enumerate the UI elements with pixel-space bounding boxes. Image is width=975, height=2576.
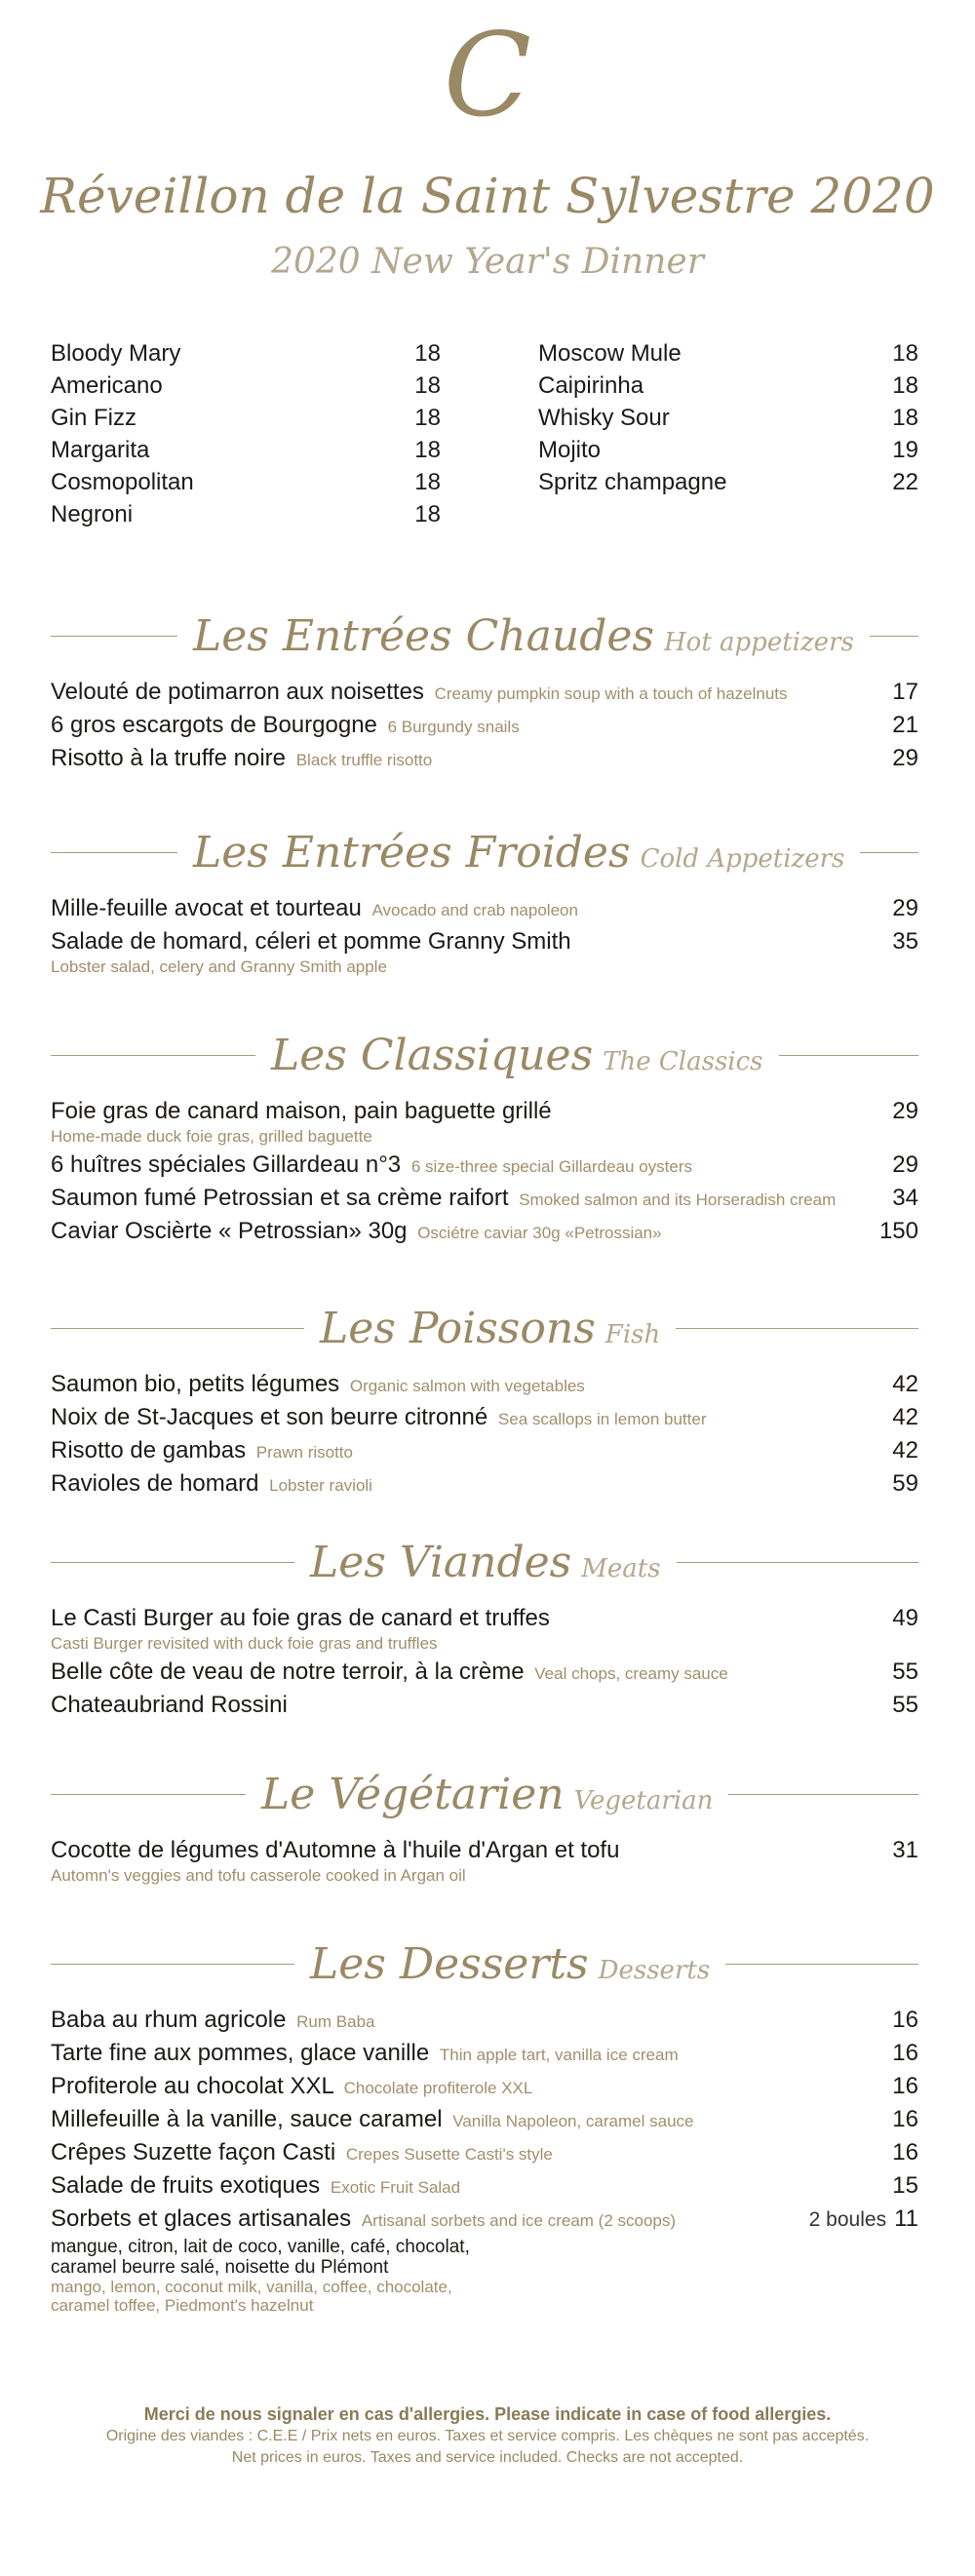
divider-line	[779, 1055, 918, 1056]
footer	[0, 2402, 975, 2469]
cocktail-item: Bloody Mary 18	[51, 340, 441, 367]
menu-item: Crêpes Suzette façon Casti Crepes Susette Casti's style 16	[51, 2139, 918, 2166]
section-fish	[51, 1297, 918, 1502]
menu-item: Mille-feuille avocat et tourteau Avocado and crab napoleon 29	[51, 895, 918, 921]
menu-item: 6 huîtres spéciales Gillardeau n°3 6 size-three special Gillardeau oysters 29	[51, 1151, 918, 1178]
section-title: Les Poissons	[320, 1303, 596, 1353]
section-title: Les Entrées Froides	[193, 827, 631, 878]
divider-line	[51, 1562, 294, 1563]
menu-item: Millefeuille à la vanille, sauce caramel Vanilla Napoleon, caramel sauce 16	[51, 2106, 918, 2132]
section-title-en: Fish	[604, 1319, 661, 1349]
divider-line	[725, 1964, 918, 1965]
cocktail-item: Gin Fizz 18	[51, 405, 441, 431]
menu-item: Salade de homard, céleri et pomme Granny Smith 35	[51, 928, 918, 955]
divider-line	[51, 852, 177, 853]
menu-item: Le Casti Burger au foie gras de canard et truffes 49	[51, 1605, 918, 1631]
divider-line	[51, 1055, 255, 1056]
divider-line	[51, 1964, 294, 1965]
sorbet-flavors-en: mango, lemon, coconut milk, vanilla, coffee, chocolate,	[51, 2278, 452, 2296]
sorbet-flavors-en-2: caramel toffee, Piedmont's hazelnut	[51, 2296, 314, 2315]
menu-item: Noix de St-Jacques et son beurre citronné Sea scallops in lemon butter 42	[51, 1404, 918, 1430]
section-title-en: Cold Appetizers	[640, 843, 845, 874]
menu-item: Tarte fine aux pommes, glace vanille Thin apple tart, vanilla ice cream 16	[51, 2040, 918, 2066]
section-meats	[51, 1531, 918, 1721]
menu-item: Saumon fumé Petrossian et sa crème raifort Smoked salmon and its Horseradish cream 34	[51, 1185, 918, 1211]
menu-item: Saumon bio, petits légumes Organic salmon with vegetables 42	[51, 1371, 918, 1397]
cocktail-item: Americano 18	[51, 372, 441, 399]
cocktail-item: Moscow Mule 18	[538, 340, 918, 367]
section-title-en: The Classics	[603, 1046, 763, 1076]
section-title-en: Hot appetizers	[664, 627, 854, 657]
section-header	[51, 1932, 918, 1995]
menu-item: Risotto de gambas Prawn risotto 42	[51, 1437, 918, 1464]
section-header	[51, 1024, 918, 1086]
divider-line	[51, 1794, 246, 1795]
menu-subtitle: 2020 New Year's Dinner	[271, 242, 704, 282]
menu-item: 6 gros escargots de Bourgogne 6 Burgundy snails 21	[51, 712, 918, 738]
castiglione-logo: C	[443, 8, 532, 142]
menu-item-translation: Home-made duck foie gras, grilled baguette	[51, 1127, 372, 1146]
section-vegetarian	[51, 1763, 918, 1889]
menu-item: Cocotte de légumes d'Automne à l'huile d'Argan et tofu 31	[51, 1837, 918, 1863]
cocktail-item: Caipirinha 18	[538, 372, 918, 399]
section-classics	[51, 1024, 918, 1249]
menu-item: Baba au rhum agricole Rum Baba 16	[51, 2007, 918, 2033]
menu-title: Réveillon de la Saint Sylvestre 2020	[40, 168, 935, 224]
section-title: Le Végétarien	[261, 1769, 565, 1819]
menu-item: Caviar Oscièrte « Petrossian» 30g Osciétre caviar 30g «Petrossian» 150	[51, 1218, 918, 1244]
section-header	[51, 821, 918, 883]
section-header	[51, 1763, 918, 1825]
menu-item: Velouté de potimarron aux noisettes Creamy pumpkin soup with a touch of hazelnuts 17	[51, 679, 918, 705]
cocktail-item: Whisky Sour 18	[538, 405, 918, 431]
cocktail-column-right	[538, 337, 918, 498]
section-desserts	[51, 1932, 918, 2319]
section-header	[51, 605, 918, 667]
section-header	[51, 1297, 918, 1359]
section-title: Les Classiques	[271, 1030, 594, 1080]
menu-item: Salade de fruits exotiques Exotic Fruit Salad 15	[51, 2172, 918, 2199]
divider-line	[676, 1328, 918, 1329]
section-hot-appetizers	[51, 605, 918, 776]
origin-notice-en: Net prices in euros. Taxes and service included. Checks are not accepted.	[231, 2449, 744, 2466]
divider-line	[870, 636, 918, 637]
section-title: Les Entrées Chaudes	[193, 610, 654, 661]
sorbet-flavors-fr-2: caramel beurre salé, noisette du Plémont	[51, 2257, 389, 2278]
cocktail-item: Cosmopolitan 18	[51, 469, 441, 495]
cocktail-item: Margarita 18	[51, 437, 441, 463]
allergy-notice: Merci de nous signaler en cas d'allergies. Please indicate in case of food allergies.	[143, 2404, 832, 2424]
section-header	[51, 1531, 918, 1593]
section-title-en: Vegetarian	[573, 1785, 714, 1815]
menu-item: Ravioles de homard Lobster ravioli 59	[51, 1470, 918, 1497]
origin-notice-fr: Origine des viandes : C.E.E / Prix nets en euros. Taxes et service compris. Les chèques ne sont pas acceptés.	[105, 2428, 870, 2444]
divider-line	[51, 636, 177, 637]
menu-item-translation: Casti Burger revisited with duck foie gras and truffles	[51, 1634, 438, 1653]
section-title: Les Viandes	[310, 1537, 572, 1587]
section-title-en: Desserts	[598, 1955, 711, 1985]
menu-item: Risotto à la truffe noire Black truffle risotto 29	[51, 745, 918, 771]
menu-item-translation: Lobster salad, celery and Granny Smith apple	[51, 957, 387, 976]
menu-item: Profiterole au chocolat XXL Chocolate profiterole XXL 16	[51, 2073, 918, 2099]
divider-line	[860, 852, 918, 853]
sorbet-flavors-fr: mangue, citron, lait de coco, vanille, café, chocolat,	[51, 2237, 470, 2257]
cocktail-item: Mojito 19	[538, 437, 918, 463]
menu-item: Belle côte de veau de notre terroir, à la crème Veal chops, creamy sauce 55	[51, 1659, 918, 1685]
cocktail-item: Spritz champagne 22	[538, 469, 918, 495]
divider-line	[51, 1328, 304, 1329]
menu-item: Chateaubriand Rossini 55	[51, 1692, 918, 1718]
section-title: Les Desserts	[310, 1938, 589, 1989]
section-title-en: Meats	[581, 1553, 661, 1583]
section-cold-appetizers	[51, 821, 918, 980]
menu-item: Sorbets et glaces artisanales Artisanal sorbets and ice cream (2 scoops) 2 boules 11	[51, 2205, 918, 2232]
cocktail-item: Negroni 18	[51, 501, 441, 527]
divider-line	[728, 1794, 918, 1795]
divider-line	[677, 1562, 918, 1563]
cocktail-column-left	[51, 337, 441, 530]
menu-item: Foie gras de canard maison, pain baguette grillé 29	[51, 1098, 918, 1124]
menu-item-translation: Automn's veggies and tofu casserole cooked in Argan oil	[51, 1866, 466, 1885]
